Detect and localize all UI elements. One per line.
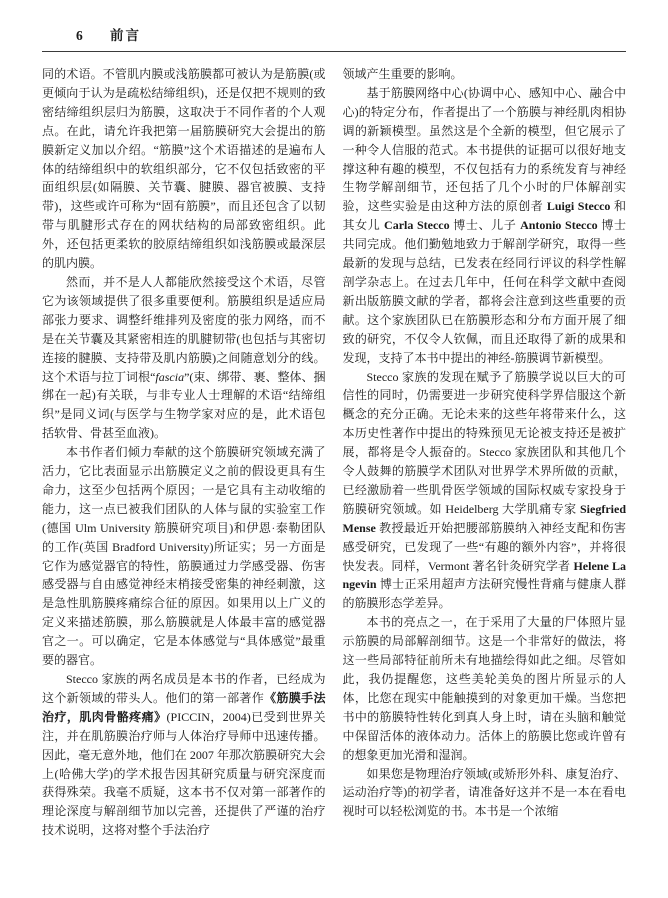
text-run: Luigi Stecco <box>546 199 611 214</box>
text-run: 然而，并不是人人都能欣然接受这个术语，尽管它为该领域提供了很多重要便利。筋膜组织是适应局部张力要求、调整纤维排列及密度的张力网络，而不是在关节囊及其紧密相连的肌腱韧带(也包括与其密切连接的腱膜、支持带及肌内筋膜)之间随意划分的线。这个术语与拉丁词根“ <box>42 274 326 384</box>
paragraph <box>42 670 326 840</box>
text-run: 同的术语。不管肌内膜或浅筋膜都可被认为是筋膜(或更倾向于认为是疏松结缔组织)，还是仅把不规则的致密结缔组织层归为筋膜，这取决于不同作者的个人观点。在此，请允许我把第一届筋膜研究大会提出的筋膜新定义加以介绍。“筋膜”这个术语描述的是遍布人体的结缔组织中的软组织部分，它不仅包括致密的平面组织层(如隔膜、关节囊、腱膜、器官被膜、支持带)，这些或许可称为“固有筋膜”，而且还包含了以韧带与肌腱形式存在的网状结构的局部致密组织。此外，还包括更柔软的胶原结缔组织如浅筋膜或最深层的肌内膜。 <box>42 67 326 271</box>
paragraph-continuation <box>42 65 326 273</box>
paragraph-continuation <box>343 65 627 84</box>
text-run: Carla Stecco <box>384 218 450 233</box>
text-run: 领域产生重要的影响。 <box>342 67 463 81</box>
text-run: 《筋膜手法治疗，肌肉骨骼疼痛》 <box>42 690 326 724</box>
paragraph <box>343 368 627 614</box>
text-run: 博士、儿子 <box>449 218 521 233</box>
text-run: Stecco 家族的发现在赋予了筋膜学说以巨大的可信性的同时，仍需要进一步研究使科学界信服这个新概念的充分正确。无论未来的这些年将带来什么，这本历史性著作中提出的特殊预见无论被支持还是被扩展，都将是令人振奋的。Stecco 家族团队和其他几个令人鼓舞的筋膜学术团队对世界学术界所做的贡献，已经激励着一些肌骨医学领域的国际权威专家投身于筋膜研究领域。如 Heidelberg 大学肌痛专家 <box>342 369 626 516</box>
paragraph <box>343 613 627 764</box>
text-run: Helene Langevin <box>342 558 627 592</box>
text-run: (PICCIN，2004)已受到世界关注，并在肌筋膜治疗师与人体治疗导师中迅速传播。因此，毫无意外地，他们在 2007 年那次筋膜研究大会上(哈佛大学)的学术报告因其研究质量与研究深度而获得殊荣。我毫不质疑，这本书不仅对第一部著作的理论深度与解剖细节加以完善，还提供了严谨的治疗技术说明，这将对整个手法治疗 <box>42 709 326 838</box>
text-run: Antonio Stecco <box>520 218 598 233</box>
text-run: 如果您是物理治疗领域(或矫形外科、康复治疗、运动治疗等)的初学者，请准备好这并不是一本在看电视时可以轻松浏览的书。本书是一个浓缩 <box>342 766 626 819</box>
right-column <box>343 65 627 840</box>
page-header <box>42 28 626 44</box>
text-run: ”(束、绑带、裹、整体、捆绑在一起)有关联，与非专业人士理解的术语“结缔组织”是同义词(与医学与生物学家对应的是，此术语包括软骨、骨甚至血液)。 <box>42 369 326 441</box>
paragraph <box>42 443 326 670</box>
text-run: 基于筋膜网络中心(协调中心、感知中心、融合中心)的特定分布，作者提出了一个筋膜与神经肌肉相协调的新颖模型。虽然这是个全新的模型，但它展示了一种令人信服的范式。本书提供的证据可以很好地支撑这种有趣的模型，不仅包括有力的系统发育与神经生物学解剖细节，还包括了几个小时的尸体解剖实验，这些实验是由这种方法的原创者 <box>342 85 626 214</box>
page-number: 6 <box>76 28 83 43</box>
text-run: fascia <box>155 369 185 384</box>
text-run: 博士正采用超声方法研究慢性背痛与健康人群的筋膜形态学差异。 <box>342 577 626 611</box>
page-title: 前言 <box>110 28 141 43</box>
text-columns <box>42 65 626 840</box>
text-run: 本书作者们倾力奉献的这个筋膜研究领域充满了活力，它比表面显示出筋膜定义之前的假设更具有生命力，这至少包括两个原因；一是它具有主动收缩的能力，这一点已被我们团队的人体与鼠的实验室工作(德国 Ulm University 筋膜研究项目)和伊恩·泰勒团队的工作(英国 Bradford University)所证实；另一方面是它作为感觉器官的特性，筋膜通过力学感受器、伤害感受器与自由感觉神经末梢接受密集的神经刺激，这是急性肌筋膜疼痛综合征的原因。如果用以上广义的定义来描述筋膜，那么筋膜就是人体最丰富的感觉器官之一。可以确定，它是本体感觉与“具体感觉”最重要的器官。 <box>42 445 326 668</box>
text-run: 和其女儿 <box>342 199 626 233</box>
header-rule <box>42 51 626 52</box>
paragraph <box>42 273 326 443</box>
paragraph <box>343 84 627 368</box>
text-run: 博士共同完成。他们勤勉地致力于解剖学研究，取得一些最新的发现与总结，已发表在经同行评议的科学性解剖学杂志上。在过去几年中，任何在科学文献中查阅新出版筋膜文献的学者，都将会注意到这些重要的贡献。这个家族团队已在筋膜形态和分布方面开展了细致的研究，不仅令人钦佩，而且还取得了新的成果和发现，支持了本书中提出的神经-筋膜调节新模型。 <box>342 218 626 365</box>
text-run: 教授最近开始把腰部筋膜纳入神经支配和伤害感受研究，已发现了一些“有趣的额外内容”，并将很快发表。同样，Vermont 著名针灸研究学者 <box>342 520 626 573</box>
text-run: Stecco 家族的两名成员是本书的作者，已经成为这个新领域的带头人。他们的第一部著作 <box>42 672 326 705</box>
text-run: 本书的亮点之一，在于采用了大量的尸体照片显示筋膜的局部解剖细节。这是一个非常好的做法，将这一些局部特征前所未有地描绘得如此之细。尽管如此，我仍提醒您，这些美轮美奂的图片所显示的人体，比您在现实中能触摸到的对象更加干燥。当您把书中的筋膜特性转化到真人身上时，请在头脑和触觉中保留活体的液体动力。活体上的筋膜比您或许曾有的想象更加光滑和湿润。 <box>342 615 626 762</box>
text-run: Siegfried Mense <box>342 501 626 535</box>
left-column <box>42 65 326 840</box>
paragraph <box>343 765 627 822</box>
